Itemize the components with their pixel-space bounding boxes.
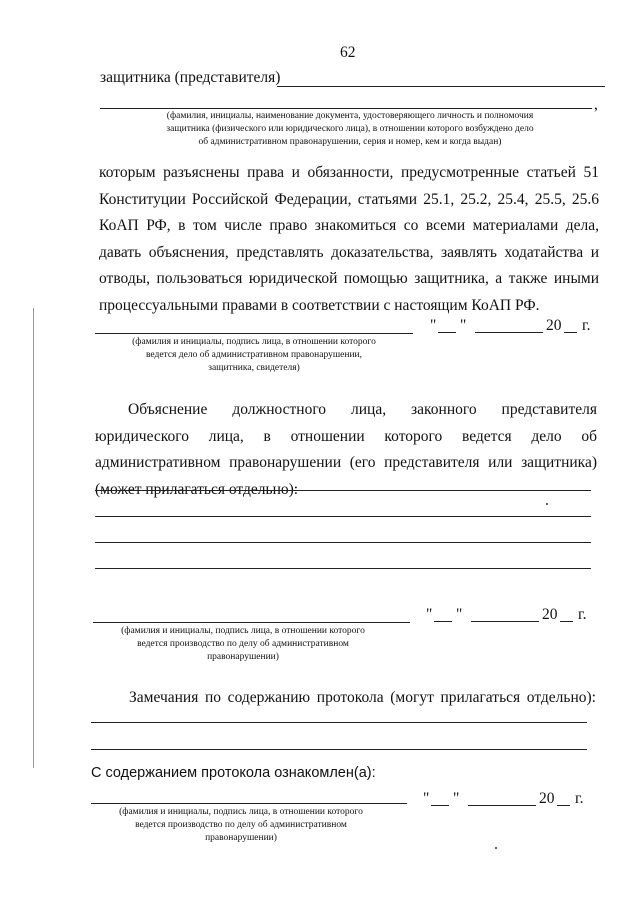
caption-line: правонарушении) [207,652,279,662]
date-day-field[interactable] [434,621,452,622]
rights-paragraph: которым разъяснены права и обязанности, предусмотренные статьей 51 Конституции Российской Федерации, статьями 25.1, 25.2, 25.4, 25.5, 25.6 КоАП РФ, в том числе право знакомиться со всеми материалами дела, давать объяснения, представлять доказательства, заявлять ходатайства и отводы, пользоваться юридической помощью защитника, а также иными процессуальными правами в соответствии с настоящим КоАП РФ. [99,164,599,314]
signature2-caption [93,625,393,664]
caption-line: (фамилия и инициалы, подпись лица, в отношении которого [132,337,376,347]
signature1-caption [95,336,413,375]
year-suffix: г. [582,317,591,334]
defender-caption [100,110,600,149]
year-suffix: г. [578,606,587,623]
date-quote-close: " [460,317,467,334]
date-day-field[interactable] [438,332,456,333]
caption-line: (фамилия, инициалы, наименование документа, удостоверяющего личность и полномочия [166,111,534,121]
explanation-paragraph: Объяснение должностного лица, законного представителя юридического лица, в отношении которого ведется дело об административном правонарушении (его представителя или защитника) (может прилагаться отдельно): [95,401,597,498]
date-month-field[interactable] [468,805,536,806]
remarks-paragraph: Замечания по содержанию протокола (могут прилагаться отдельно): [129,689,596,706]
signature2-line[interactable] [93,622,410,623]
caption-line: ведется дело об административном правонарушении, [145,350,362,360]
date-quote-close: " [456,606,463,623]
defender-label: защитника (представителя) [100,69,281,86]
caption-line: ведется производство по делу об административном [135,820,347,830]
signature3-line[interactable] [91,803,407,804]
year-prefix: 20 [542,606,558,623]
explanation-line-3[interactable] [95,542,591,543]
date-quote-open: " [430,317,437,334]
year-prefix: 20 [546,317,562,334]
remarks-line-1[interactable] [91,722,587,723]
explanation-line-4[interactable] [95,568,591,569]
date-year-field[interactable] [564,332,577,333]
date-quote-open: " [426,606,433,623]
explanation-line-2[interactable] [95,516,591,517]
remarks-line-2[interactable] [91,749,587,750]
caption-line: (фамилия и инициалы, подпись лица, в отношении которого [119,807,363,817]
caption-line: ведется производство по делу об административном [137,639,349,649]
defender-document-line[interactable] [100,108,592,109]
signature3-date [423,790,598,810]
date-year-field[interactable] [560,621,573,622]
caption-line: защитника, свидетеля) [208,363,300,373]
caption-line: об административном правонарушении, серия и номер, кем и когда выдан) [198,137,502,147]
caption-line: правонарушении) [205,833,277,843]
date-year-field[interactable] [557,805,570,806]
signature1-date [430,317,605,337]
scan-speck [546,503,548,505]
scan-speck [495,847,497,849]
explanation-line-1[interactable] [95,490,591,491]
date-month-field[interactable] [475,332,543,333]
defender-name-line[interactable] [277,86,605,87]
year-prefix: 20 [539,790,555,807]
signature1-line[interactable] [95,333,413,334]
scan-margin-line [33,308,34,768]
acquainted-label: С содержанием протокола ознакомлен(а): [91,765,376,781]
year-suffix: г. [575,790,584,807]
date-quote-close: " [453,790,460,807]
signature3-caption [91,806,391,845]
date-day-field[interactable] [431,805,449,806]
caption-line: (фамилия и инициалы, подпись лица, в отношении которого [121,626,365,636]
trailing-comma: , [594,96,598,113]
signature2-date [426,606,601,626]
caption-line: защитника (физического или юридического лица), в отношении которого возбуждено дело [166,124,534,134]
page-number: 62 [340,44,356,61]
date-month-field[interactable] [471,621,539,622]
date-quote-open: " [423,790,430,807]
